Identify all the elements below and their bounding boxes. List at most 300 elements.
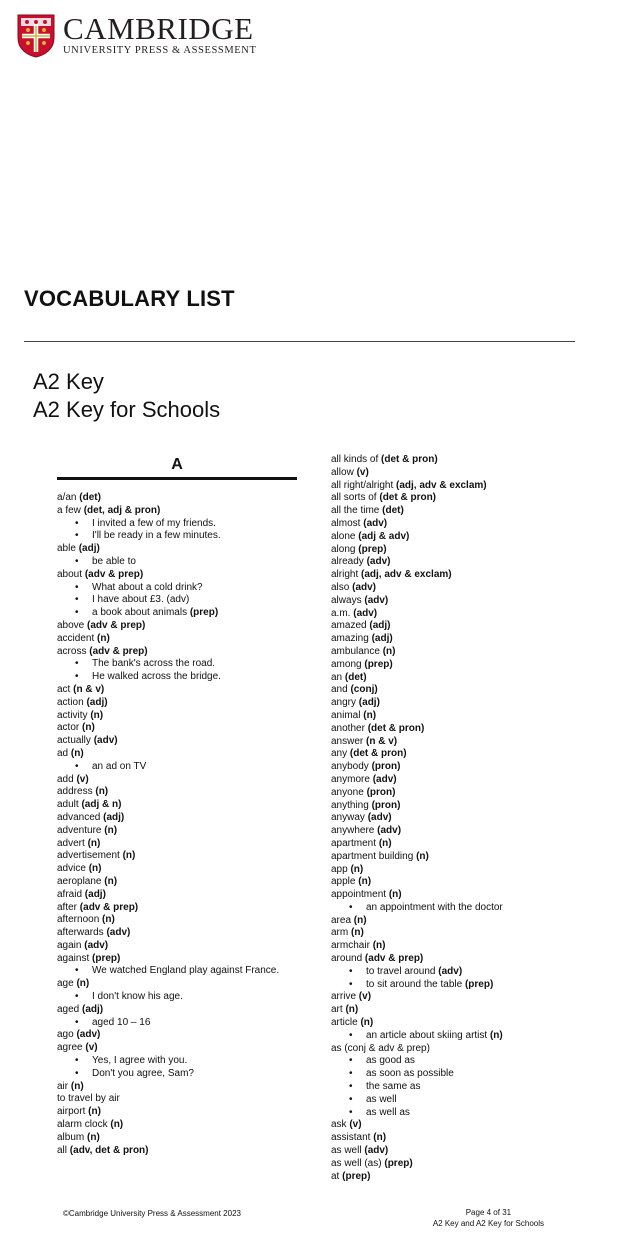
vocab-word: ambulance (331, 645, 383, 657)
example-sentence (331, 1107, 576, 1120)
part-of-speech: (adv, det & pron) (69, 1144, 149, 1156)
vocab-entry (57, 1132, 302, 1145)
vocab-entry (331, 748, 576, 761)
part-of-speech: (n) (358, 876, 372, 888)
vocab-word: alright (331, 569, 362, 581)
example-sentence (331, 966, 576, 979)
example-text: an appointment with the doctor (366, 901, 503, 913)
vocab-word: appointment (331, 889, 389, 901)
vocab-word: air (57, 1080, 71, 1092)
vocab-entry (57, 978, 302, 991)
vocab-word: adult (57, 799, 82, 811)
vocab-entry (331, 544, 576, 557)
vocab-entry (331, 595, 576, 608)
example-sentence (331, 1030, 576, 1043)
footer-copyright: ©Cambridge University Press & Assessment 2023 (63, 1209, 241, 1218)
vocab-entry (331, 774, 576, 787)
example-text: be able to (92, 555, 136, 567)
footer-exam-name: A2 Key and A2 Key for Schools (432, 1219, 544, 1228)
brand-subtitle: UNIVERSITY PRESS & ASSESSMENT (63, 45, 257, 56)
part-of-speech: (det) (79, 492, 101, 503)
part-of-speech: (adv) (372, 773, 397, 785)
vocab-entry (57, 850, 302, 863)
vocab-entry (331, 864, 576, 877)
vocab-word: amazing (331, 633, 372, 645)
example-sentence (57, 530, 302, 543)
vocab-entry (331, 633, 576, 646)
vocab-entry (331, 1171, 576, 1184)
vocab-entry (57, 633, 302, 646)
letter-divider (57, 477, 297, 480)
vocab-entry (57, 1029, 302, 1042)
part-of-speech: (det & pron) (381, 454, 438, 465)
vocab-entry (331, 787, 576, 800)
part-of-speech: (det & pron) (367, 722, 425, 734)
vocab-word: assistant (331, 1132, 374, 1144)
example-text: I'll be ready in a few minutes. (92, 530, 221, 542)
vocab-entry (57, 799, 302, 812)
vocab-word: about (57, 568, 85, 580)
vocab-word: anyone (331, 786, 367, 798)
vocab-word: also (331, 581, 353, 593)
vocab-word: act (57, 683, 74, 695)
cambridge-logo (17, 11, 257, 58)
vocab-entry (331, 569, 576, 582)
vocab-word: a/an (57, 492, 80, 503)
vocab-word: ask (331, 1119, 350, 1131)
example-sentence (57, 582, 302, 595)
part-of-speech: (v) (76, 773, 89, 785)
part-of-speech: (n) (87, 837, 101, 849)
part-of-speech: (n) (372, 940, 386, 952)
vocab-entry (57, 876, 302, 889)
vocab-entry (331, 1119, 576, 1132)
example-text: I have about £3. (adv) (92, 594, 190, 606)
part-of-speech: (adv) (353, 607, 378, 619)
vocab-entry (331, 812, 576, 825)
vocab-entry (331, 800, 576, 813)
part-of-speech: (n) (95, 786, 109, 798)
vocab-word: article (331, 1017, 361, 1029)
vocab-word: airport (57, 1106, 89, 1118)
part-of-speech: (n) (360, 1017, 374, 1029)
vocab-word: ago (57, 1029, 77, 1041)
vocab-word: always (331, 594, 365, 606)
vocab-word: anything (331, 799, 372, 811)
vocab-word: advert (57, 837, 88, 849)
vocab-word: along (331, 543, 359, 555)
example-text: aged 10 – 16 (92, 1016, 151, 1028)
footer-page-info (433, 1207, 544, 1229)
vocab-word: all kinds of (331, 454, 382, 465)
example-text: to travel around (366, 965, 439, 977)
vocab-entry (331, 1132, 576, 1145)
vocab-word: allow (331, 466, 357, 478)
vocab-entry (57, 1093, 302, 1106)
vocab-entry (57, 646, 302, 659)
vocab-entry (57, 722, 302, 735)
vocab-word: answer (331, 735, 367, 747)
vocab-word: a.m. (331, 607, 354, 619)
part-of-speech: (n) (97, 632, 110, 644)
part-of-speech: (det, adj & pron) (83, 504, 161, 516)
vocab-entry (57, 748, 302, 761)
part-of-speech: (adv) (364, 1145, 389, 1157)
example-sentence (57, 607, 302, 620)
letter-heading: A (171, 456, 183, 473)
vocab-word: as well (as) (331, 1157, 385, 1169)
vocab-entry (57, 620, 302, 633)
example-text: to sit around the table (366, 978, 465, 990)
part-of-speech: (n) (382, 645, 396, 657)
vocab-entry (331, 953, 576, 966)
example-text: the same as (366, 1081, 421, 1093)
vocab-entry (57, 1119, 302, 1132)
vocab-word: across (57, 645, 90, 657)
vocab-entry (331, 723, 576, 736)
vocab-entry (331, 915, 576, 928)
vocab-entry (331, 825, 576, 838)
part-of-speech: (adv) (367, 812, 392, 824)
part-of-speech: (n) (88, 863, 102, 875)
vocab-entry (57, 1042, 302, 1055)
example-sentence (331, 902, 576, 915)
part-of-speech: (adj) (371, 633, 393, 645)
vocab-word: amazed (331, 620, 370, 632)
part-of-speech: (n) (104, 875, 118, 887)
vocab-entry (57, 838, 302, 851)
part-of-speech: (adv & prep) (79, 901, 139, 913)
part-of-speech: (prep) (384, 1157, 413, 1169)
vocab-word: advice (57, 863, 89, 875)
vocab-entry (57, 774, 302, 787)
vocab-word: actually (57, 735, 94, 747)
vocab-word: at (331, 1170, 343, 1182)
vocab-word: armchair (331, 940, 373, 952)
part-of-speech: (prep) (92, 952, 121, 964)
part-of-speech: (adv) (363, 517, 388, 529)
part-of-speech: (adv & prep) (87, 619, 146, 631)
part-of-speech: (adj) (103, 811, 125, 823)
vocab-word: arrive (331, 991, 359, 1003)
part-of-speech: (pron) (371, 761, 401, 773)
example-sentence (331, 1055, 576, 1068)
example-sentence (57, 556, 302, 569)
example-sentence (57, 658, 302, 671)
example-part-of-speech: (prep) (189, 607, 219, 619)
vocab-entry (331, 556, 576, 569)
part-of-speech: (adj) (84, 888, 106, 900)
vocab-entry (331, 876, 576, 889)
vocab-entry (331, 480, 576, 493)
part-of-speech: (adv) (377, 825, 402, 837)
vocab-entry (331, 492, 576, 505)
vocab-word: able (57, 543, 79, 555)
vocab-word: alone (331, 530, 359, 542)
vocab-entry (331, 761, 576, 774)
vocab-entry (57, 1004, 302, 1017)
part-of-speech: (adj) (369, 620, 391, 632)
vocab-entry (57, 927, 302, 940)
part-of-speech: (n) (110, 1119, 124, 1131)
vocab-word: and (331, 684, 351, 696)
part-of-speech: (n) (88, 1106, 101, 1118)
part-of-speech: (n) (350, 863, 364, 875)
part-of-speech: (conj) (350, 684, 378, 696)
vocab-word: all (57, 1144, 70, 1156)
vocab-entry (57, 812, 302, 825)
vocab-word: album (57, 1131, 88, 1143)
vocab-entry (331, 531, 576, 544)
exam-name-a2-key: A2 Key (33, 369, 104, 394)
example-sentence (57, 1055, 302, 1068)
part-of-speech: (n) (378, 837, 392, 849)
part-of-speech: (det) (344, 671, 367, 683)
vocab-word: any (331, 748, 350, 760)
vocab-entry (57, 889, 302, 902)
part-of-speech: (v) (85, 1042, 98, 1054)
vocab-entry (331, 710, 576, 723)
vocab-entry (57, 697, 302, 710)
part-of-speech: (prep) (358, 543, 387, 555)
part-of-speech: (adj & n) (81, 799, 122, 811)
example-text: He walked across the bridge. (92, 671, 221, 683)
part-of-speech: (n) (373, 1132, 387, 1144)
vocab-word: all sorts of (331, 492, 380, 504)
part-of-speech: (adj) (86, 696, 108, 708)
part-of-speech: (pron) (371, 799, 401, 811)
part-of-speech: (adj, adv & exclam) (361, 569, 452, 581)
vocab-entry (331, 851, 576, 864)
part-of-speech: (adv) (84, 939, 109, 951)
vocabulary-column-left (57, 492, 302, 1157)
vocab-entry (57, 1145, 302, 1158)
vocab-word: actor (57, 722, 83, 734)
vocab-word: another (331, 722, 368, 734)
part-of-speech: (adj, adv & exclam) (396, 479, 487, 491)
part-of-speech: (adv) (352, 581, 377, 593)
part-of-speech: (adv) (364, 594, 389, 606)
vocab-entry (331, 1017, 576, 1030)
example-part-of-speech: (prep) (464, 978, 494, 990)
vocab-word: angry (331, 697, 359, 709)
vocab-entry (331, 672, 576, 685)
example-text: Yes, I agree with you. (92, 1055, 188, 1067)
vocab-word: address (57, 786, 96, 798)
vocab-entry (57, 902, 302, 915)
example-text: as well as (366, 1106, 410, 1118)
vocab-entry (57, 710, 302, 723)
part-of-speech: (adj) (358, 697, 380, 709)
vocab-word: above (57, 619, 88, 631)
vocab-entry (57, 1106, 302, 1119)
vocab-word: all the time (331, 505, 383, 517)
example-text: We watched England play against France. (92, 965, 280, 977)
example-sentence (57, 965, 302, 978)
example-text: What about a cold drink? (92, 581, 203, 593)
example-sentence (331, 1094, 576, 1107)
example-text: a book about animals (92, 607, 190, 619)
vocab-entry (331, 608, 576, 621)
part-of-speech: (n) (70, 1080, 84, 1092)
vocab-entry (57, 953, 302, 966)
vocab-word: already (331, 556, 367, 568)
vocab-word: apartment (331, 837, 379, 849)
vocab-entry (57, 825, 302, 838)
part-of-speech: (n & v) (73, 683, 105, 695)
vocab-entry (331, 927, 576, 940)
vocab-word: all right/alright (331, 479, 397, 491)
vocab-word: around (331, 953, 365, 965)
vocab-entry (57, 569, 302, 582)
vocab-word: afraid (57, 888, 85, 900)
vocab-word: to travel by air (57, 1093, 120, 1105)
example-text: I don't know his age. (92, 991, 183, 1003)
title-divider (24, 341, 575, 342)
part-of-speech: (n) (345, 1004, 359, 1016)
part-of-speech: (n) (363, 709, 377, 721)
document-title: VOCABULARY LIST (24, 286, 235, 311)
part-of-speech: (n) (102, 914, 115, 926)
part-of-speech: (n) (82, 722, 95, 734)
vocabulary-column-right (331, 454, 576, 1183)
part-of-speech: (adv) (106, 927, 131, 939)
vocab-word: after (57, 901, 80, 913)
vocab-word: among (331, 658, 365, 670)
example-text: an ad on TV (92, 760, 147, 772)
exam-name-a2-key-schools: A2 Key for Schools (33, 397, 221, 422)
example-part-of-speech: (adv) (438, 965, 463, 977)
part-of-speech: (det) (382, 505, 404, 517)
example-sentence (331, 1081, 576, 1094)
vocab-entry (331, 620, 576, 633)
example-sentence (57, 1068, 302, 1081)
vocab-word: apple (331, 876, 359, 888)
vocab-word: advertisement (57, 850, 123, 862)
example-text: Don't you agree, Sam? (92, 1067, 194, 1079)
example-sentence (331, 979, 576, 992)
vocab-word: anywhere (331, 825, 378, 837)
vocab-word: aeroplane (57, 875, 105, 887)
vocab-word: as well (331, 1145, 365, 1157)
vocab-entry (57, 940, 302, 953)
vocab-word: almost (331, 517, 364, 529)
vocab-entry (57, 684, 302, 697)
example-text: an article about skiing artist (366, 1029, 490, 1041)
part-of-speech: (n) (87, 1131, 100, 1143)
vocab-entry (331, 838, 576, 851)
vocab-entry (57, 1081, 302, 1094)
vocab-word: adventure (57, 824, 105, 836)
example-sentence (57, 761, 302, 774)
part-of-speech: (n) (388, 889, 402, 901)
vocab-entry (331, 518, 576, 531)
vocab-word: anybody (331, 761, 372, 773)
part-of-speech: (n) (70, 747, 84, 759)
vocab-entry (331, 736, 576, 749)
part-of-speech: (adj & adv) (358, 530, 410, 542)
vocab-word: activity (57, 709, 91, 721)
part-of-speech: (n) (351, 927, 364, 939)
vocab-entry (331, 940, 576, 953)
vocab-entry (331, 467, 576, 480)
vocab-word: aged (57, 1003, 83, 1015)
vocab-entry (57, 735, 302, 748)
vocab-word: an (331, 671, 345, 683)
vocab-word: against (57, 952, 93, 964)
vocab-word: art (331, 1004, 346, 1016)
vocab-word: alarm clock (57, 1119, 111, 1131)
example-sentence (57, 671, 302, 684)
vocab-word: ad (57, 747, 71, 759)
part-of-speech: (adv) (93, 735, 118, 747)
vocab-word: again (57, 939, 85, 951)
vocab-word: add (57, 773, 77, 785)
part-of-speech: (adv) (366, 556, 391, 568)
vocab-word: anyway (331, 812, 368, 824)
part-of-speech: (pron) (366, 786, 396, 798)
example-sentence (57, 518, 302, 531)
vocab-word: accident (57, 632, 98, 644)
vocab-entry (331, 1004, 576, 1017)
part-of-speech: (v) (358, 991, 372, 1003)
part-of-speech: (adv) (76, 1029, 101, 1041)
vocab-word: apartment building (331, 850, 417, 862)
vocab-entry (57, 786, 302, 799)
part-of-speech: (det & pron) (379, 492, 437, 504)
example-text: The bank's across the road. (92, 658, 216, 670)
vocab-entry (331, 889, 576, 902)
part-of-speech: (n) (76, 978, 90, 990)
example-text: as good as (366, 1055, 415, 1067)
part-of-speech: (adj) (82, 1003, 104, 1015)
vocab-entry (331, 454, 576, 467)
example-sentence (57, 594, 302, 607)
vocab-entry (331, 659, 576, 672)
cambridge-shield-icon (17, 14, 55, 58)
vocab-word: agree (57, 1042, 86, 1054)
vocab-entry (331, 582, 576, 595)
part-of-speech: (v) (349, 1119, 362, 1131)
example-text: I invited a few of my friends. (92, 517, 216, 529)
part-of-speech: (prep) (364, 658, 393, 670)
vocab-word: action (57, 696, 87, 708)
part-of-speech: (det & pron) (349, 748, 407, 760)
example-text: as soon as possible (366, 1068, 454, 1080)
example-sentence (57, 991, 302, 1004)
part-of-speech: (n) (104, 824, 118, 836)
vocab-word: afterwards (57, 927, 107, 939)
part-of-speech: (prep) (342, 1170, 371, 1182)
vocab-word: afternoon (57, 914, 103, 926)
part-of-speech: (n) (416, 850, 429, 862)
vocab-entry (331, 1043, 576, 1056)
vocab-word: a few (57, 504, 84, 516)
vocab-word: anymore (331, 773, 373, 785)
vocab-word: as (conj & adv & prep) (331, 1042, 430, 1054)
page-number: Page 4 of 31 (465, 1208, 512, 1217)
part-of-speech: (adv & prep) (364, 953, 424, 965)
example-sentence (57, 1017, 302, 1030)
vocab-entry (57, 863, 302, 876)
vocab-entry (331, 1158, 576, 1171)
example-part-of-speech: (n) (489, 1029, 503, 1041)
vocab-word: advanced (57, 811, 104, 823)
vocab-entry (331, 505, 576, 518)
brand-name: CAMBRIDGE (63, 11, 254, 46)
vocab-entry (57, 543, 302, 556)
part-of-speech: (adv & prep) (89, 645, 148, 657)
